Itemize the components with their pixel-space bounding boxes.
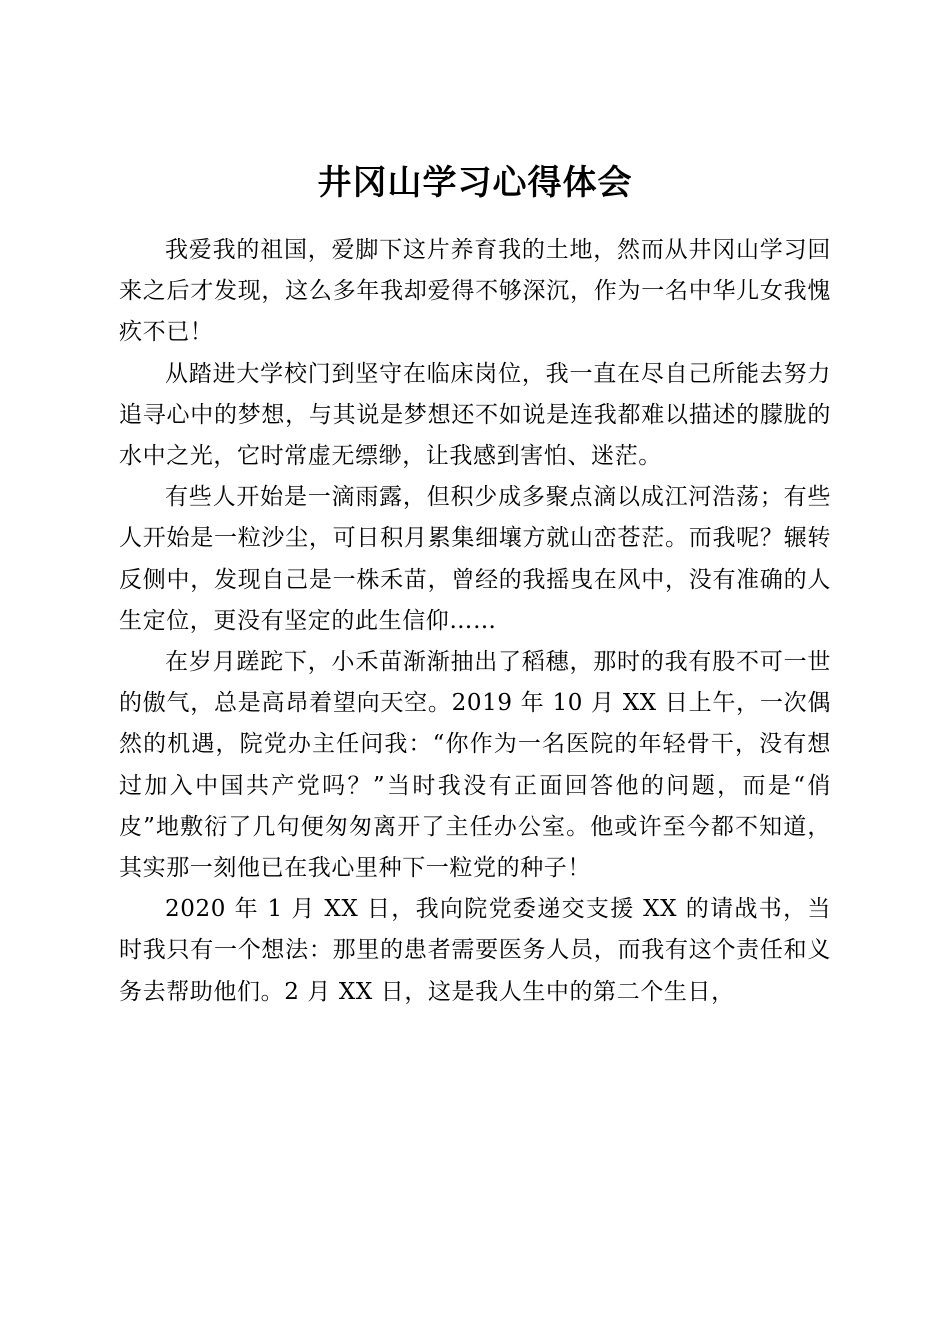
paragraph: 从踏进大学校门到坚守在临床岗位，我一直在尽自己所能去努力追寻心中的梦想，与其说是梦想还不如说是连我都难以描述的朦胧的水中之光，它时常虚无缥缈，让我感到害怕、迷茫。 xyxy=(119,360,831,470)
paragraph: 2020 年 1 月 XX 日，我向院党委递交支援 XX 的请战书，当时我只有一个想法：那里的患者需要医务人员，而我有这个责任和义务去帮助他们。2 月 XX 日，这是我人生中的第二个生日， xyxy=(119,896,831,1005)
document-body xyxy=(119,230,831,1013)
paragraph: 有些人开始是一滴雨露，但积少成多聚点滴以成江河浩荡；有些人开始是一粒沙尘，可日积月累集细壤方就山峦苍茫。而我呢？辗转反侧中，发现自己是一株禾苗，曾经的我摇曳在风中，没有准确的人生定位，更没有坚定的此生信仰…… xyxy=(119,484,831,634)
paragraph: 我爱我的祖国，爱脚下这片养育我的土地，然而从井冈山学习回来之后才发现，这么多年我却爱得不够深沉，作为一名中华儿女我愧疚不已！ xyxy=(119,237,831,346)
document-title: 井冈山学习心得体会 xyxy=(317,162,633,203)
paragraph: 在岁月蹉跎下，小禾苗渐渐抽出了稻穗，那时的我有股不可一世的傲气，总是高昂着望向天空。2019 年 10 月 XX 日上午，一次偶然的机遇，院党办主任问我：“你作为一名医院的年轻骨干，没有想过加入中国共产党吗？”当时我没有正面回答他的问题，而是“俏皮”地敷衍了几句便匆匆离开了主任办公室。他或许至今都不知道，其实那一刻他已在我心里种下一粒党的种子！ xyxy=(119,649,831,882)
